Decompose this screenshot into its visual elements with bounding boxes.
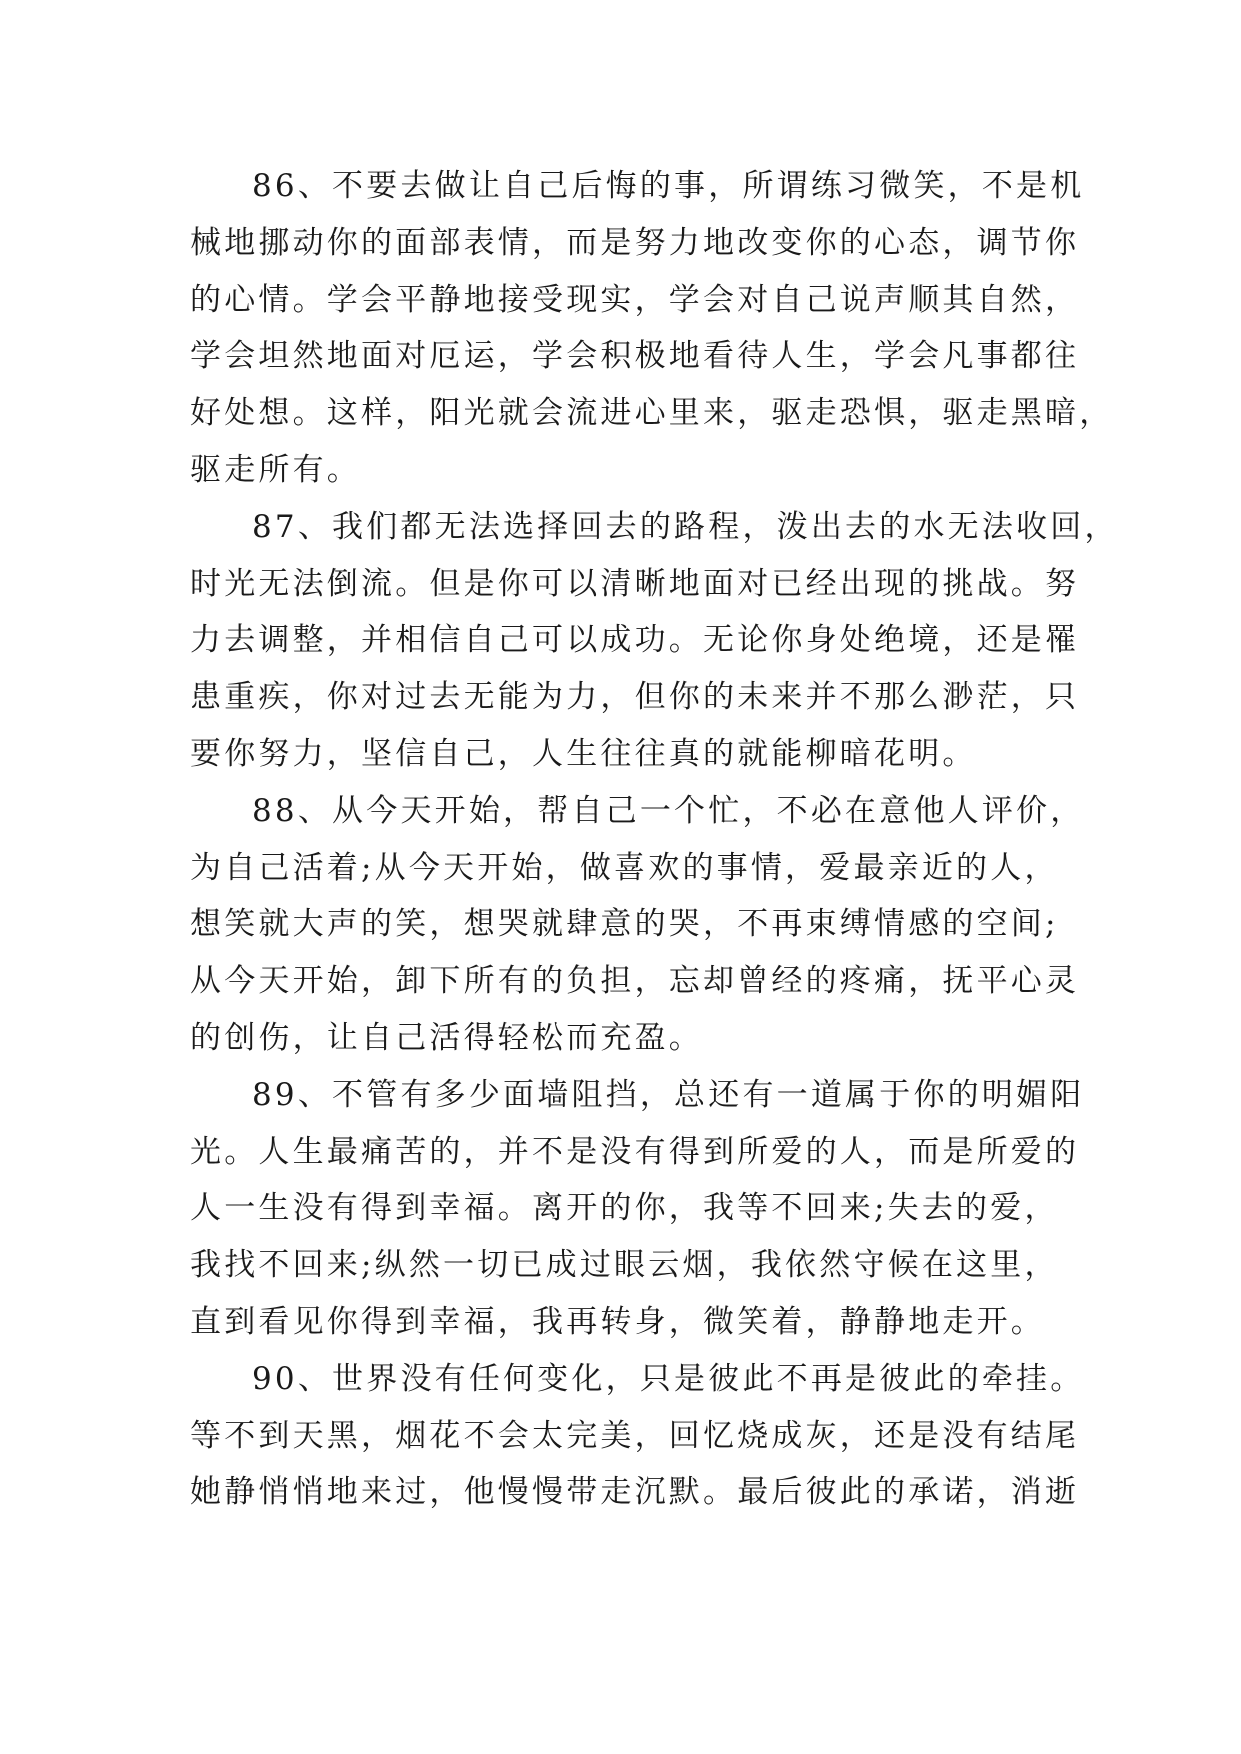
paragraph-87-line-2: 时光无法倒流。但是你可以清晰地面对已经出现的挑战。努 xyxy=(190,565,1080,602)
paragraph-87-line-3: 力去调整，并相信自己可以成功。无论你身处绝境，还是罹 xyxy=(190,622,1080,659)
paragraph-86-line-3: 的心情。学会平静地接受现实，学会对自己说声顺其自然， xyxy=(190,281,1080,318)
paragraph-88-line-5: 的创伤，让自己活得轻松而充盈。 xyxy=(190,1019,703,1056)
paragraph-89-line-2: 光。人生最痛苦的，并不是没有得到所爱的人，而是所爱的 xyxy=(190,1133,1080,1170)
paragraph-89-line-1: 89、不管有多少面墙阻挡，总还有一道属于你的明媚阳 xyxy=(252,1076,1085,1113)
paragraph-89-line-3: 人一生没有得到幸福。离开的你，我等不回来;失去的爱， xyxy=(190,1190,1059,1227)
paragraph-86-line-2: 械地挪动你的面部表情，而是努力地改变你的心态，调节你 xyxy=(190,224,1080,261)
paragraph-86-line-6: 驱走所有。 xyxy=(190,451,361,488)
paragraph-86-line-5: 好处想。这样，阳光就会流进心里来，驱走恐惧，驱走黑暗， xyxy=(190,395,1114,432)
paragraph-89-line-4: 我找不回来;纵然一切已成过眼云烟，我依然守候在这里， xyxy=(190,1247,1059,1284)
document-body xyxy=(190,158,1119,1521)
paragraph-88-line-2: 为自己活着;从今天开始，做喜欢的事情，爱最亲近的人， xyxy=(190,849,1059,886)
paragraph-90-line-1: 90、世界没有任何变化，只是彼此不再是彼此的牵挂。 xyxy=(252,1360,1085,1397)
paragraph-88-line-3: 想笑就大声的笑，想哭就肆意的哭，不再束缚情感的空间; xyxy=(190,906,1059,943)
paragraph-87-line-1: 87、我们都无法选择回去的路程，泼出去的水无法收回， xyxy=(252,508,1119,545)
paragraph-86-line-4: 学会坦然地面对厄运，学会积极地看待人生，学会凡事都往 xyxy=(190,338,1080,375)
paragraph-88-line-4: 从今天开始，卸下所有的负担，忘却曾经的疼痛，抚平心灵 xyxy=(190,963,1080,1000)
paragraph-89-line-5: 直到看见你得到幸福，我再转身，微笑着，静静地走开。 xyxy=(190,1303,1045,1340)
paragraph-88-line-1: 88、从今天开始，帮自己一个忙，不必在意他人评价， xyxy=(252,792,1085,829)
paragraph-90-line-2: 等不到天黑，烟花不会太完美，回忆烧成灰，还是没有结尾 xyxy=(190,1417,1080,1454)
paragraph-86-line-1: 86、不要去做让自己后悔的事，所谓练习微笑，不是机 xyxy=(252,168,1085,204)
paragraph-87-line-5: 要你努力，坚信自己，人生往往真的就能柳暗花明。 xyxy=(190,735,977,772)
paragraph-90-line-3: 她静悄悄地来过，他慢慢带走沉默。最后彼此的承诺，消逝 xyxy=(190,1474,1080,1511)
paragraph-87-line-4: 患重疾，你对过去无能为力，但你的未来并不那么渺茫，只 xyxy=(190,679,1080,716)
